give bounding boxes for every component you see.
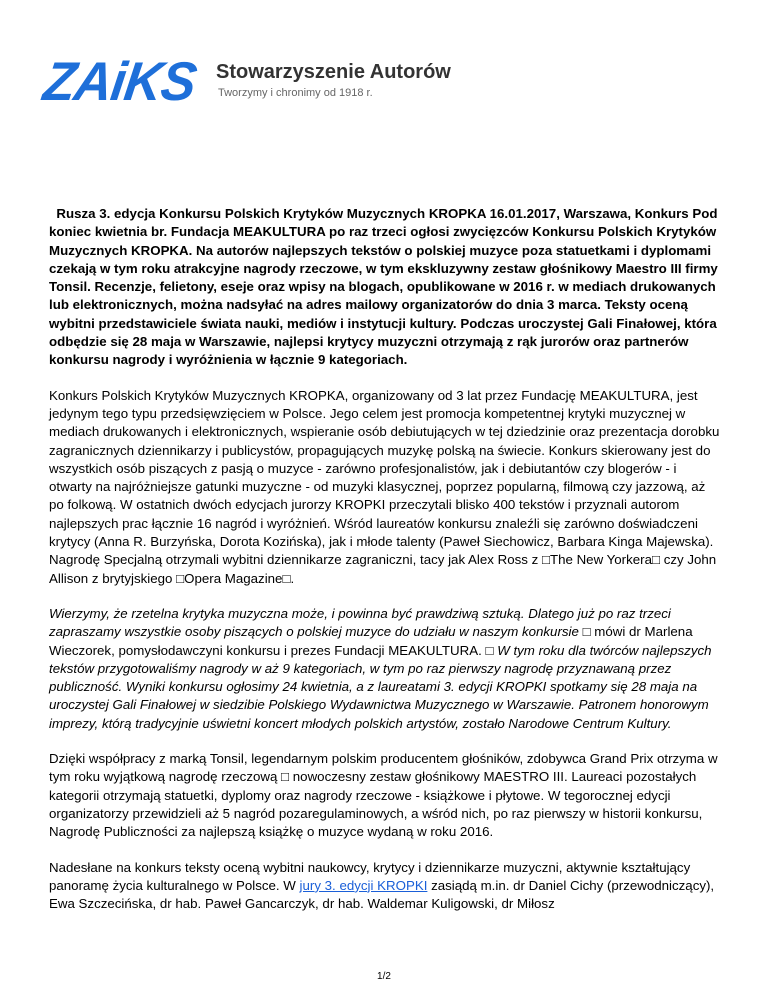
lead-text: Rusza 3. edycja Konkursu Polskich Krytyków Muzycznych KROPKA 16.01.2017, Warszawa, Konkurs Pod koniec kwietnia br. Fundacja MEAKULTURA po raz trzeci ogłosi zwycięzców Konkursu Polskich Krytyków Muzycznych KROPKA. Na autorów najlepszych tekstów o polskiej muzyce poza statuetkami i dyplomami czekają w tym roku atrakcyjne nagrody rzeczowe, w tym ekskluzywny zestaw głośnikowy Maestro III firmy Tonsil. Recenzje, felietony, eseje oraz wpisy na blogach, opublikowane w 2016 r. w mediach drukowanych lub elektronicznych, można nadsyłać na adres mailowy organizatorów do dnia 3 marca. Teksty oceną wybitni przedstawiciele świata nauki, mediów i instytucji kultury. Podczas uroczystej Gali Finałowej, która odbędzie się 28 maja w Warszawie, najlepsi krytycy muzyczni otrzymają z rąk jurorów oraz partnerów konkursu nagrody i wyróżnienia w łącznie 9 kategoriach. (49, 206, 718, 368)
jury-text-after: zasiądą m.in. dr Daniel Cichy (przewodniczący), Ewa Szczecińska, dr hab. Paweł Gancarczyk, dr hab. Waldemar Kuligowski, dr Miłosz (49, 877, 715, 912)
article-lead (49, 205, 721, 370)
paragraph-quote (49, 605, 721, 733)
paragraph-jury (49, 859, 721, 914)
page-number: 1/2 (377, 971, 391, 982)
jury-link[interactable]: jury 3. edycji KROPKI (299, 877, 428, 893)
quote-text-b: W tym roku dla twórców najlepszych tekstów przygotowaliśmy nagrody w aż 9 kategoriach, w tym po raz pierwszy nagrodę przyznawaną przez publiczność. Wyniki konkursu ogłosimy 24 kwietnia, a z laureatami 3. edycji KROPKI spotkamy się 28 maja na uroczystej Gali Finałowej w siedzibie Polskiego Wydawnictwa Muzycznego w Warszawie. Patronem honorowym imprezy, którą tradycyjnie uświetni koncert młodych polskich artystów, zostało Narodowe Centrum Kultury. (49, 642, 712, 731)
page-header (39, 51, 740, 115)
quote-attribution: □ mówi dr Marlena Wieczorek, pomysłodawczyni konkursu i prezes Fundacji MEAKULTURA. □ (49, 624, 693, 658)
article-body (49, 205, 721, 930)
organization-tagline: Tworzymy i chronimy od 1918 r. (218, 87, 373, 99)
paragraph-prizes: Dzięki współpracy z marką Tonsil, legendarnym polskim producentem głośników, zdobywca Grand Prix otrzyma w tym roku wyjątkową nagrodę rzeczową □ nowoczesny zestaw głośnikowy MAESTRO III. Laureaci pozostałych kategorii otrzymają statuetki, dyplomy oraz nagrody rzeczowe - książkowe i płytowe. W tegorocznej edycji organizatorzy przewidzieli aż 5 nagród pozaregulaminowych, a wśród nich, po raz pierwszy w historii konkursu, Nagrodę Publiczności za najlepszą książkę o muzyce wydaną w roku 2016. (49, 751, 718, 840)
quote-text-a: Wierzymy, że rzetelna krytyka muzyczna może, i powinna być prawdziwą sztuką. Dlatego już po raz trzeci zapraszamy wszystkie osoby piszących o polskiej muzyce do udziału w naszym konkursie (49, 605, 671, 640)
zaiks-logo: ZAiKS (39, 51, 200, 113)
jury-text-before: Nadesłane na konkurs teksty oceną wybitni naukowcy, krytycy i dziennikarze muzyczni, aktywnie kształtujący panoramę życia kulturalnego w Polsce. W (49, 859, 691, 893)
organization-name: Stowarzyszenie Autorów (216, 61, 451, 83)
paragraph-about-contest: Konkurs Polskich Krytyków Muzycznych KROPKA, organizowany od 3 lat przez Fundację MEAKULTURA, jest jedynym tego typu przedsięwzięciem w Polsce. Jego celem jest promocja kompetentnej krytyki muzycznej w mediach drukowanych i elektronicznych, wspieranie osób debiutujących w tej dziedzinie oraz prezentacja dorobku zagranicznych dziennikarzy i publicystów, propagujących muzykę polską na świecie. Konkurs skierowany jest do wszystkich osób piszących z pasją o muzyce - zarówno profesjonalistów, jak i debiutantów czy blogerów - i otwarty na najróżniejsze gatunki muzyczne - od muzyki klasycznej, poprzez popularną, filmową czy jazzową, aż po folkową. W ostatnich dwóch edycjach jurorzy KROPKI przeczytali blisko 400 tekstów i przyznali autorom najlepszych prac łącznie 16 nagród i wyróżnień. Wśród laureatów konkursu znaleźli się zarówno doświadczeni krytycy (Anna R. Burzyńska, Dorota Kozińska), jak i młode talenty (Paweł Siechowicz, Barbara Kinga Majewska). Nagrodę Specjalną otrzymali wybitni dziennikarze zagraniczni, tacy jak Alex Ross z □The New Yorkera□ czy John Allison z brytyjskiego □Opera Magazine□. (49, 387, 720, 586)
